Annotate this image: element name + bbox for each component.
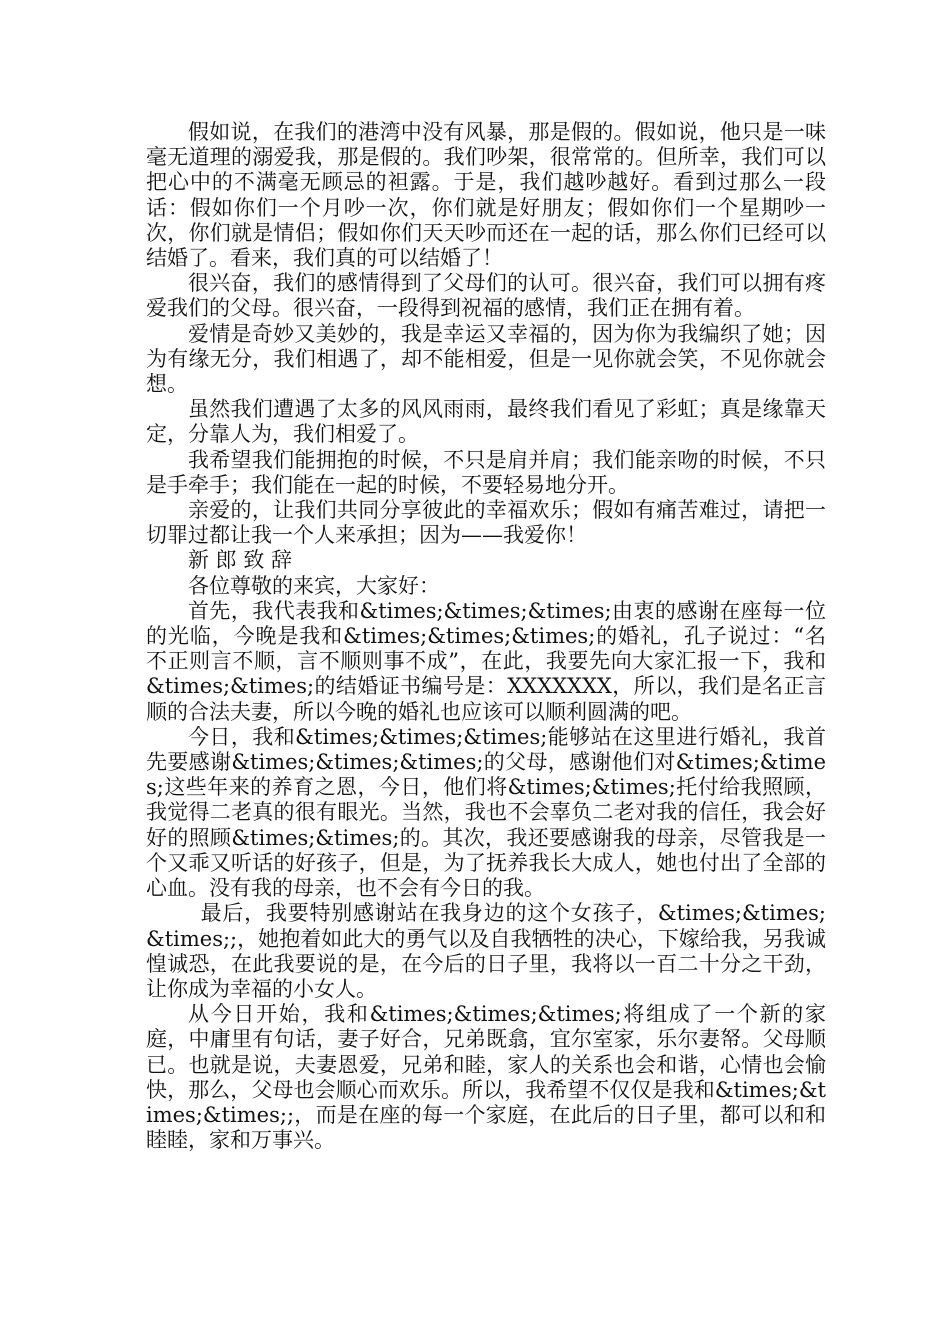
paragraph: 爱情是奇妙又美妙的，我是幸运又幸福的，因为你为我编织了她；因为有缘无分，我们相遇了，却不能相爱，但是一见你就会笑，不见你就会想。: [146, 321, 826, 397]
paragraph: 今日，我和&times;&times;&times;能够站在这里进行婚礼，我首先要感谢&times;&times;&times;的父母，感谢他们对&times;&times;这些年来的养育之恩，今日，他们将&times;&times;托付给我照顾，我觉得二老真的很有眼光。当然，我也不会辜负二老对我的信任，我会好好的照顾&times;&times;的。其次，我还要感谢我的母亲，尽管我是一个又乖又听话的好孩子，但是，为了抚养我长大成人，她也付出了全部的心血。没有我的母亲，也不会有今日的我。: [146, 724, 826, 901]
document-body: [146, 120, 826, 1153]
paragraph: 亲爱的，让我们共同分享彼此的幸福欢乐；假如有痛苦难过，请把一切罪过都让我一个人来承担；因为——我爱你！: [146, 498, 826, 548]
paragraph: 从今日开始，我和&times;&times;&times;将组成了一个新的家庭，中庸里有句话，妻子好合，兄弟既翕，宜尔室家，乐尔妻帑。父母顺已。也就是说，夫妻恩爱，兄弟和睦，家人的关系也会和谐，心情也会愉快，那么，父母也会顺心而欢乐。所以，我希望不仅仅是我和&times;&times;&times;;，而是在座的每一个家庭，在此后的日子里，都可以和和睦睦，家和万事兴。: [146, 1002, 826, 1153]
paragraph: 首先，我代表我和&times;&times;&times;由衷的感谢在座每一位的光临，今晚是我和&times;&times;&times;的婚礼，孔子说过：“名不正则言不顺，言不顺则事不成”，在此，我要先向大家汇报一下，我和&times;&times;的结婚证书编号是：XXXXXXX，所以，我们是名正言顺的合法夫妻，所以今晚的婚礼也应该可以顺利圆满的吧。: [146, 598, 826, 724]
paragraph: 假如说，在我们的港湾中没有风暴，那是假的。假如说，他只是一味毫无道理的溺爱我，那是假的。我们吵架，很常常的。但所幸，我们可以把心中的不满毫无顾忌的袒露。于是，我们越吵越好。看到过那么一段话：假如你们一个月吵一次，你们就是好朋友；假如你们一个星期吵一次，你们就是情侣；假如你们天天吵而还在一起的话，那么你们已经可以结婚了。看来，我们真的可以结婚了！: [146, 120, 826, 271]
section-heading: 新 郎 致 辞: [188, 548, 293, 573]
paragraph: 很兴奋，我们的感情得到了父母们的认可。很兴奋，我们可以拥有疼爱我们的父母。很兴奋，一段得到祝福的感情，我们正在拥有着。: [146, 271, 826, 321]
paragraph: 我希望我们能拥抱的时候，不只是肩并肩；我们能亲吻的时候，不只是手牵手；我们能在一起的时候，不要轻易地分开。: [146, 447, 826, 497]
paragraph: 最后，我要特别感谢站在我身边的这个女孩子，&times;&times;&times;;，她抱着如此大的勇气以及自我牺牲的决心，下嫁给我，另我诚惶诚恐，在此我要说的是，在今后的日子里，我将以一百二十分之干劲，让你成为幸福的小女人。: [146, 901, 826, 1001]
paragraph: 虽然我们遭遇了太多的风风雨雨，最终我们看见了彩虹；真是缘靠天定，分靠人为，我们相爱了。: [146, 397, 826, 447]
salutation: 各位尊敬的来宾，大家好：: [188, 573, 440, 598]
